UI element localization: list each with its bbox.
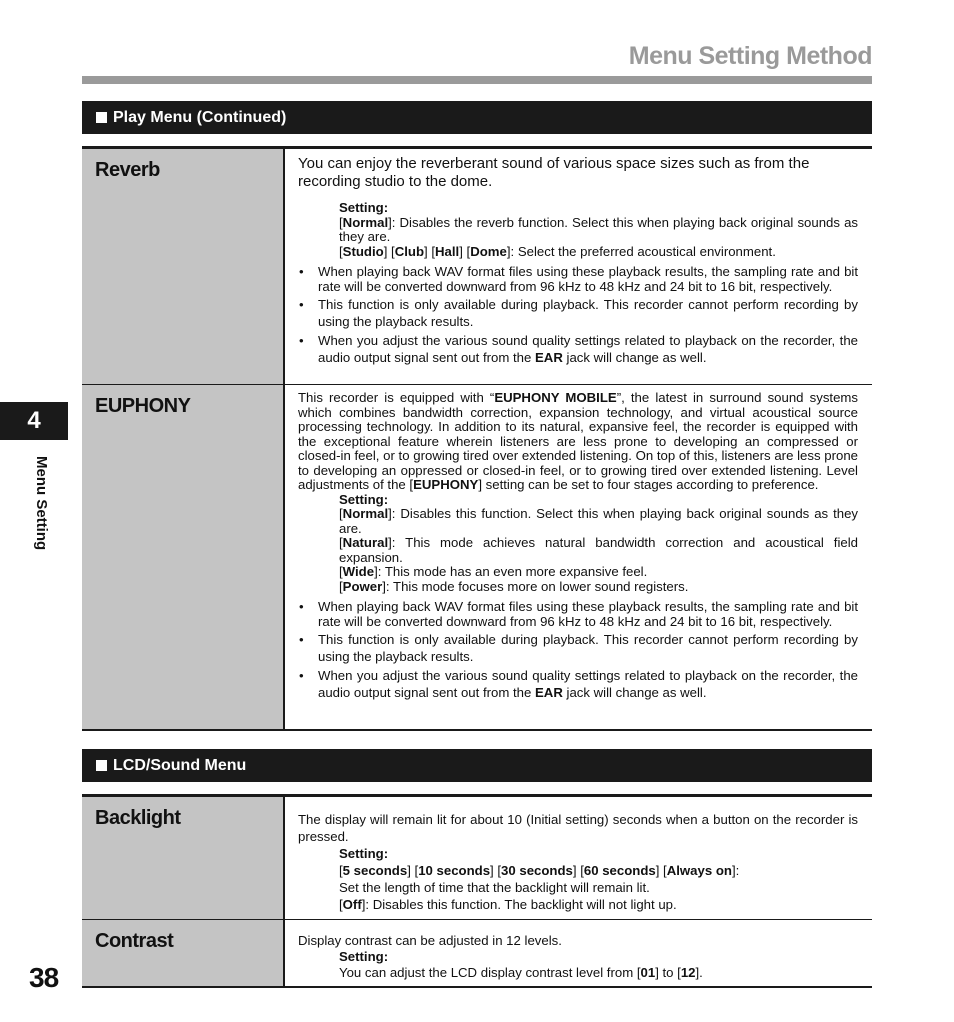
section-title: Play Menu (Continued): [113, 109, 287, 126]
square-bullet-icon: [96, 760, 107, 771]
option-key: Natural: [342, 535, 389, 550]
backlight-off: [Off]: Disables this function. The backlight will not light up.: [339, 897, 677, 912]
setting-heading: Setting:: [339, 200, 389, 215]
range-to: 12: [680, 965, 696, 980]
option-key: Hall: [435, 243, 460, 259]
option-key: Normal: [342, 214, 389, 230]
contrast-label: Contrast: [82, 920, 285, 986]
backlight-content: [285, 797, 872, 919]
option-key: Off: [342, 897, 362, 912]
intro-text: ] setting can be set to four stages according to preference.: [478, 477, 819, 492]
note-bold: EAR: [535, 350, 563, 365]
square-bullet-icon: [96, 112, 107, 123]
chapter-side-label: [30, 456, 54, 566]
note-text: jack will change as well.: [562, 350, 707, 365]
range-text: You can adjust the LCD display contrast level from [: [339, 965, 641, 980]
setting-heading: Setting:: [339, 949, 389, 964]
option-desc: : This mode has an even more expansive feel.: [377, 564, 648, 579]
setting-heading: Setting:: [339, 491, 389, 507]
intro-bold: EUPHONY: [413, 477, 479, 492]
lcd-menu-table: [82, 794, 872, 988]
reverb-notes: [298, 265, 858, 366]
range-text: ].: [695, 965, 703, 980]
note-item: • This function is only available during playback. This recorder cannot perform recording by using the playback results.: [298, 296, 858, 330]
header-rule: [82, 76, 872, 84]
chapter-side-label-text: Menu Setting: [33, 456, 50, 551]
euphony-content: [285, 385, 872, 729]
option-key: 10 seconds: [418, 863, 491, 878]
contrast-settings: [298, 949, 858, 981]
reverb-label: Reverb: [82, 149, 285, 384]
reverb-intro: You can enjoy the reverberant sound of various space sizes such as from the recording studio to the dome.: [298, 155, 810, 190]
section-lcd-sound-menu: [82, 749, 872, 782]
euphony-label: EUPHONY: [82, 385, 285, 729]
backlight-options-desc: Set the length of time that the backlight will remain lit.: [339, 880, 650, 895]
note-text: When you adjust the various sound quality settings related to playback on the recorder, the audio output signal sent out from the: [318, 333, 858, 365]
range-text: ] to [: [655, 965, 681, 980]
reverb-normal: [Normal]: Disables the reverb function. Select this when playing back original sounds as they are.: [339, 214, 858, 244]
option-desc: : Disables this function. Select this when playing back original sounds as they are.: [339, 506, 858, 536]
option-desc: : This mode achieves natural bandwidth correction and acoustical field expansion.: [339, 535, 858, 565]
option-key: Studio: [342, 243, 384, 259]
note-text: jack will change as well.: [562, 685, 707, 700]
backlight-settings: [298, 845, 858, 913]
backlight-row: [82, 797, 872, 919]
euphony-wide: [Wide]: This mode has an even more expansive feel.: [339, 564, 648, 579]
range-from: 01: [640, 965, 656, 980]
section-title: LCD/Sound Menu: [113, 757, 247, 774]
reverb-settings: [298, 201, 858, 259]
contrast-intro: Display contrast can be adjusted in 12 levels.: [298, 933, 562, 948]
intro-text: ”, the latest in surround sound systems which combines bandwidth correction, expansion technology, and virtual acoustical source processing technology. In addition to its natural, expansive feel, the recorder is equipped with the exceptional feature wherein listeners are less prone to developing an compressed or closed-in feel, or to growing tired over extended listening. On top of this, listeners are less prone to developing an oppressed or closed-in feel, or to growing tired over extended listening. Level adjustments of the [: [298, 390, 858, 492]
play-menu-table: [82, 146, 872, 731]
euphony-settings: [298, 493, 858, 595]
option-desc: : This mode focuses more on lower sound registers.: [385, 578, 689, 594]
intro-text: This recorder is equipped with “: [298, 390, 495, 405]
contrast-content: [285, 920, 872, 986]
backlight-intro: The display will remain lit for about 10 (Initial setting) seconds when a button on the recorder is pressed.: [298, 812, 858, 844]
reverb-row: [82, 149, 872, 384]
option-key: 30 seconds: [501, 863, 573, 878]
note-item: • When playing back WAV format files using these playback results, the sampling rate and bit rate will be converted downward from 96 kHz to 48 kHz and 24 bit to 16 bit, respectively.: [298, 265, 858, 294]
note-bold: EAR: [535, 685, 563, 700]
backlight-label: Backlight: [82, 797, 285, 919]
option-key: Power: [342, 578, 383, 594]
note-item: [298, 332, 858, 366]
reverb-environments: [Studio] [Club] [Hall] [Dome]: Select the preferred acoustical environment.: [339, 243, 776, 259]
option-desc: : Select the preferred acoustical environment.: [510, 243, 776, 259]
euphony-natural: [Natural]: This mode achieves natural bandwidth correction and acoustical field expansion.: [339, 535, 858, 565]
note-item: [298, 667, 858, 701]
reverb-content: [285, 149, 872, 384]
contrast-row: [82, 919, 872, 986]
note-item: • This function is only available during playback. This recorder cannot perform recording by using the playback results.: [298, 631, 858, 665]
euphony-notes: [298, 600, 858, 701]
option-key: Wide: [342, 564, 375, 579]
page-number: 38: [29, 962, 59, 993]
note-item: • When playing back WAV format files using these playback results, the sampling rate and bit rate will be converted downward from 96 kHz to 48 kHz and 24 bit to 16 bit, respectively.: [298, 600, 858, 629]
intro-bold: EUPHONY MOBILE: [494, 390, 617, 405]
section-play-menu: [82, 101, 872, 134]
option-key: Normal: [342, 506, 389, 521]
euphony-normal: [Normal]: Disables this function. Select this when playing back original sounds as they are.: [339, 506, 858, 536]
option-desc: : Disables this function. The backlight will not light up.: [365, 897, 677, 912]
contrast-range: [339, 965, 858, 981]
option-key: Club: [394, 243, 425, 259]
option-key: 60 seconds: [583, 863, 656, 878]
note-text: When you adjust the various sound quality settings related to playback on the recorder, the audio output signal sent out from the: [318, 668, 858, 700]
chapter-tab: 4: [0, 402, 68, 440]
euphony-power: [Power]: This mode focuses more on lower sound registers.: [339, 578, 689, 594]
option-key: Always on: [666, 863, 732, 878]
setting-heading: Setting:: [339, 846, 389, 861]
option-key: Dome: [470, 243, 507, 259]
euphony-row: [82, 384, 872, 729]
euphony-intro: [298, 391, 858, 493]
page-header-title: Menu Setting Method: [628, 42, 872, 70]
backlight-options: [5 seconds] [10 seconds] [30 seconds] [60 seconds] [Always on]:: [339, 863, 740, 878]
option-desc: : Disables the reverb function. Select this when playing back original sounds as they are.: [339, 214, 858, 244]
option-key: 5 seconds: [342, 863, 408, 878]
